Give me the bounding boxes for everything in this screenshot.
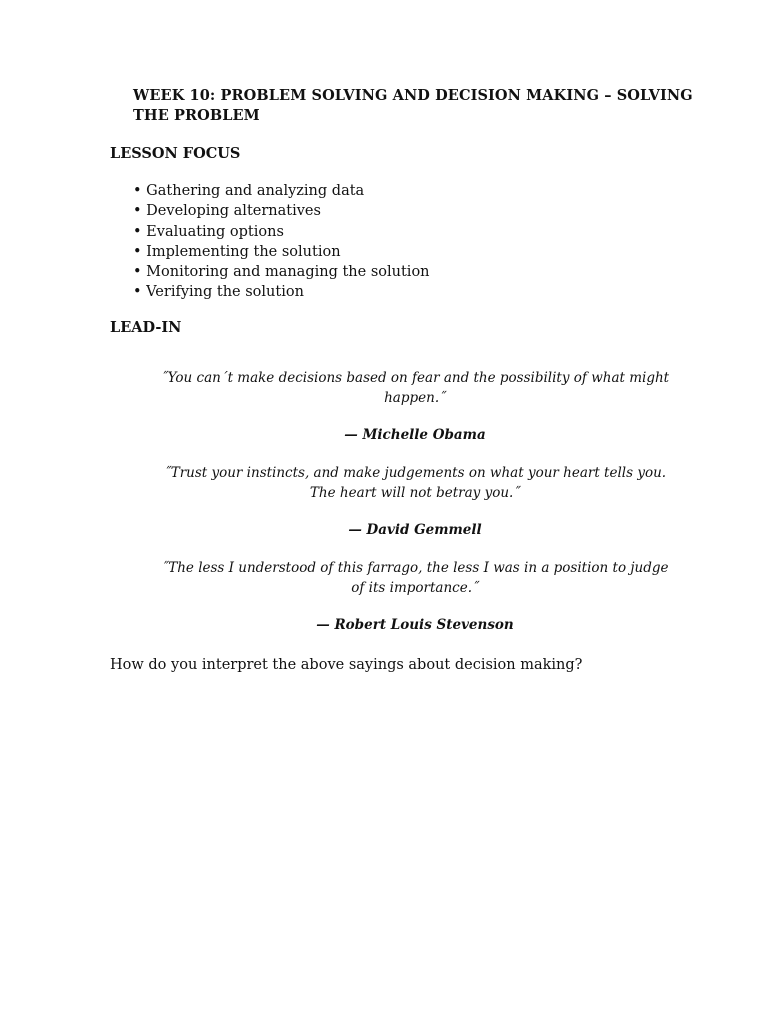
discussion-question: How do you interpret the above sayings about decision making? (110, 657, 583, 673)
list-item: • Evaluating options (133, 222, 430, 242)
quote-text: ˝You can´t make decisions based on fear and the possibility of what might happen.˝ (160, 370, 670, 406)
quote-author: — David Gemmell (348, 522, 482, 538)
list-item: • Gathering and analyzing data (133, 181, 430, 201)
quote-text: ˝The less I understood of this farrago, the less I was in a position to judge of its importance.˝ (161, 560, 669, 596)
list-item: • Verifying the solution (133, 282, 430, 302)
list-item: • Developing alternatives (133, 201, 430, 221)
lesson-focus-list (133, 181, 430, 303)
quote-author: — Michelle Obama (344, 427, 486, 443)
list-item: • Implementing the solution (133, 242, 430, 262)
lesson-focus-heading: LESSON FOCUS (110, 145, 241, 162)
list-item: • Monitoring and managing the solution (133, 262, 430, 282)
quote-author: — Robert Louis Stevenson (316, 617, 514, 633)
page-title: WEEK 10: PROBLEM SOLVING AND DECISION MAKING – SOLVING THE PROBLEM (133, 87, 693, 124)
quote-text: ˝Trust your instincts, and make judgements on what your heart tells you. The heart will not betray you.˝ (163, 465, 667, 501)
lead-in-heading: LEAD-IN (110, 319, 182, 336)
